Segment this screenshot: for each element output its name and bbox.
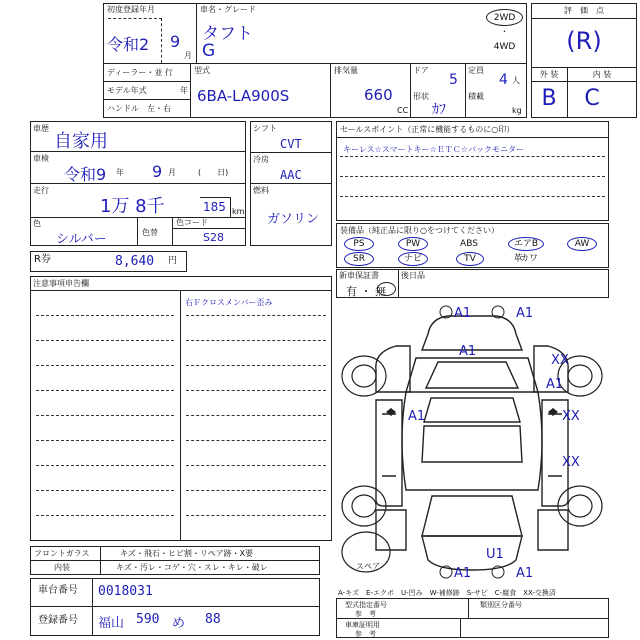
warranty-label: 新車保証書 <box>339 271 379 280</box>
equipment-navi: ナビ <box>403 254 422 264</box>
notes-rule-line <box>36 390 174 391</box>
notes-rule-line <box>186 365 326 366</box>
notes-text: 右Ｆクロスメンバー歪み <box>185 298 273 307</box>
notes-rule-line <box>36 365 174 366</box>
equipment-pw: PW <box>405 239 421 249</box>
notes-rule-line <box>186 340 326 341</box>
registration-era: 令和2 <box>107 35 150 54</box>
drive-4wd: 4WD <box>493 42 516 52</box>
inspection-day-unit: ( 日) <box>198 168 229 177</box>
equipment-abs: ABS <box>460 239 478 249</box>
recycle-unit: 円 <box>168 256 178 266</box>
damage-mark-front-left: A1 <box>454 306 472 321</box>
vehicle-damage-diagram <box>336 300 609 582</box>
form-number-label: 型式指定番号 <box>345 601 387 609</box>
shift-value: CVT <box>280 137 302 151</box>
load-label: 積載 <box>468 92 484 101</box>
interior-condition: キズ・汚レ・コゲ・穴・スレ・キレ・破レ <box>116 563 268 572</box>
equipment-kawa: カワ <box>520 254 539 264</box>
notes-rule-line <box>36 490 174 491</box>
damage-mark-right-front-door: XX <box>562 409 580 424</box>
plate-kana: め <box>172 616 186 631</box>
notes-rule-line <box>36 415 174 416</box>
damage-legend: A-キズ E-エクボ U-凹み W-補修跡 S-サビ C-腐食 XX-交換済 <box>338 589 556 597</box>
notes-rule-line <box>186 515 326 516</box>
door-count: 5 <box>449 72 458 88</box>
sales-points-text: キーレス☆スマートキー☆ＥＴＣ☆バックモニター <box>343 145 524 154</box>
notes-rule-line <box>36 340 174 341</box>
notes-rule-line <box>36 515 174 516</box>
plate-number-label: 登録番号 <box>38 615 78 626</box>
back-order-label: 後日品 <box>401 271 425 280</box>
notes-rule-line <box>186 490 326 491</box>
registration-month-unit: 月 <box>184 51 192 60</box>
top-info-box <box>103 3 527 118</box>
warranty-value: 有 ・ 無 <box>346 285 386 298</box>
damage-mark-rear-left: A1 <box>454 566 472 581</box>
recycle-label: R券 <box>34 254 51 265</box>
mileage-label: 走行 <box>33 186 49 195</box>
equipment-airbag: エアB <box>513 239 539 249</box>
usage-value: 自家用 <box>54 131 108 152</box>
notes-rule-line <box>186 415 326 416</box>
model-code: 6BA-LA900S <box>197 87 290 105</box>
notes-label: 注意事項申告欄 <box>33 279 89 288</box>
notes-rule-line <box>186 465 326 466</box>
usage-label: 車歴 <box>33 124 49 133</box>
registration-month: 9 <box>170 32 181 51</box>
car-grade: G <box>202 41 216 61</box>
exterior-label: 外 装 <box>539 70 559 79</box>
fuel-value: ガソリン <box>267 212 320 227</box>
form-reference-label: 参 考 <box>355 610 376 618</box>
capacity-label: 定員 <box>468 66 484 75</box>
recycle-amount: 8,640 <box>115 254 155 269</box>
damage-mark-right-front-fender: XX <box>551 353 569 368</box>
displacement-value: 660 <box>364 86 393 104</box>
aircon-label: 冷房 <box>253 155 269 164</box>
car-name-label: 車名・グレード <box>200 5 256 14</box>
damage-mark-windshield: A1 <box>459 344 477 359</box>
inspection-month-unit: 月 <box>168 168 176 177</box>
notes-rule-line <box>36 315 174 316</box>
chassis-number-label: 車台番号 <box>38 585 78 596</box>
cc-unit: CC <box>397 106 409 115</box>
body-shape: ｶﾌ <box>432 102 446 118</box>
inspection-label: 車検 <box>33 154 49 163</box>
garage-reference-label: 参 考 <box>355 630 376 638</box>
damage-mark-rear-right: A1 <box>516 566 534 581</box>
mileage-value: 1万 8千 <box>100 196 165 217</box>
color-value: シルバー <box>56 232 107 247</box>
car-name: タフト <box>202 24 253 44</box>
evaluation-score: (R) <box>566 27 602 55</box>
equipment-tv: TV <box>464 254 476 264</box>
equipment-sr: SR <box>353 254 365 264</box>
inspection-era: 令和9 <box>64 165 107 184</box>
color-change-label: 色替 <box>142 228 158 237</box>
damage-mark-rear-glass: U1 <box>486 547 504 562</box>
sales-points-box <box>336 121 609 221</box>
displacement-label: 排気量 <box>334 66 358 75</box>
fuel-label: 燃料 <box>253 186 269 195</box>
interior-condition-label: 内装 <box>54 563 70 572</box>
model-year-unit: 年 <box>180 86 188 95</box>
notes-rule-line <box>186 390 326 391</box>
damage-mark-front-right: A1 <box>516 306 534 321</box>
equipment-aw: AW <box>574 239 590 249</box>
kg-unit: kg <box>512 106 522 115</box>
equipment-leather: 革 <box>513 254 523 264</box>
equipment-ps: PS <box>353 239 365 249</box>
notes-rule-line <box>36 440 174 441</box>
drive-2wd: 2WD <box>493 13 516 23</box>
sales-points-label: セールスポイント（正常に機能するものに○印） <box>340 125 515 134</box>
first-registration-label: 初度登録年月 <box>107 5 155 14</box>
person-unit: 人 <box>512 76 520 85</box>
recycle-box <box>30 251 187 272</box>
damage-mark-right-rear-door: XX <box>562 455 580 470</box>
handle-label: ハンドル 左・右 <box>107 104 171 113</box>
damage-mark-right-front-door-top: A1 <box>546 377 564 392</box>
equipment-label: 装備品（純正品に限り○をつけてください） <box>340 226 499 235</box>
color-label: 色 <box>33 219 41 228</box>
model-year-label: モデル年式 <box>107 86 147 95</box>
damage-mark-left-front-door: A1 <box>408 409 426 424</box>
interior-grade: C <box>584 86 600 111</box>
notes-rule-line <box>36 465 174 466</box>
color-code-label: 色コード <box>176 218 208 227</box>
type-label: 型式 <box>194 66 210 75</box>
notes-rule-line <box>186 315 326 316</box>
notes-rule-line <box>186 440 326 441</box>
interior-label: 内 装 <box>592 70 612 79</box>
chassis-number: 0018031 <box>98 584 153 599</box>
windshield-condition: キズ・飛石・ヒビ割・リペア跡・X要 <box>120 549 254 558</box>
category-number-label: 類別区分番号 <box>480 601 522 609</box>
windshield-label: フロントガラス <box>34 549 90 558</box>
color-code-value: S28 <box>203 231 224 244</box>
drive-separator: ・ <box>500 27 509 36</box>
shift-label: シフト <box>253 124 277 133</box>
km-unit: km <box>232 207 245 216</box>
shape-label: 形状 <box>413 92 429 101</box>
aircon-value: AAC <box>280 168 302 182</box>
garage-cert-label: 車庫証明用 <box>345 621 380 629</box>
spare-tire-label: スペア <box>356 562 380 571</box>
plate-region: 福山 <box>98 616 125 631</box>
exterior-grade: B <box>541 86 557 111</box>
mileage-sub-value: 185 <box>203 200 226 214</box>
plate-number: 88 <box>205 612 221 627</box>
evaluation-label: 評 価 点 <box>564 6 604 15</box>
dealer-label: ディーラー・並 行 <box>107 68 173 77</box>
inspection-month: 9 <box>152 162 163 181</box>
capacity-value: 4 <box>499 72 508 88</box>
plate-class: 590 <box>136 612 160 627</box>
inspection-year-unit: 年 <box>116 168 124 177</box>
door-label: ドア <box>413 66 429 75</box>
